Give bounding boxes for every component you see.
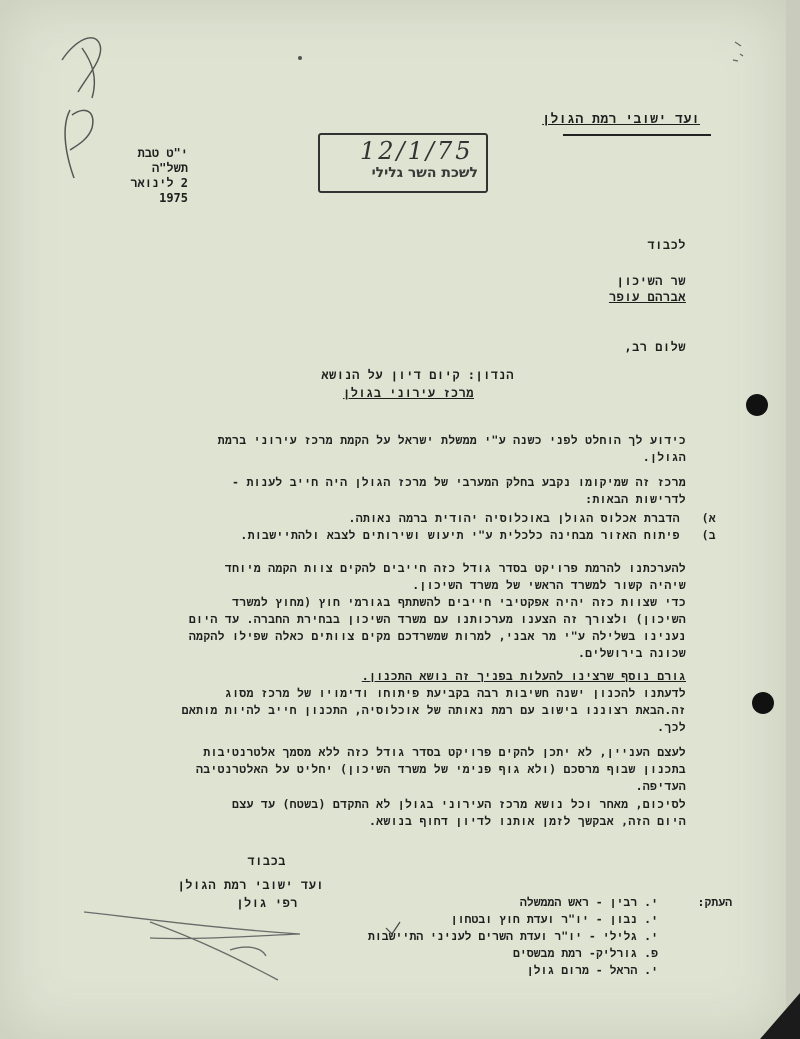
list-item: פ. גורליק- רמת מבשסים <box>512 946 658 960</box>
salutation-to: לכבוד <box>647 238 686 252</box>
text-line: זה.הבאת רצוננו בישוב עם רמת נאותה של אוכלוסיה, התכנון חייב להיות מותאם <box>181 703 686 717</box>
signer-name: רפי גולן <box>236 896 298 910</box>
stamp-date: 12/1/75 <box>360 137 474 165</box>
list-item: י. גלילי - יו"ר ועדת השרים לעניני התיישבות <box>367 929 658 943</box>
text-line: כידוע לך הוחלט לפני כשנה ע"י ממשלת ישראל על הקמת מרכז עירוני ברמת <box>217 433 686 447</box>
list-item: י. רבין - ראש הממשלה <box>519 895 658 909</box>
text-line: כדי שצוות כזה יהיה אפקטיבי חייבים להשתתף בגורמי חוץ (מחוץ למשרד <box>232 595 686 609</box>
subject-topic: מרכז עירוני בגולן <box>343 386 474 400</box>
list-item: י. נבון - יו"ר ועדת חוץ ובטחון <box>450 912 658 926</box>
closing-org: ועד ישובי רמת הגולן <box>177 878 324 892</box>
text-line: השיכון) ולצורך זה הצענו מערכותנו עם משרד השיכון בבחירת החברה. עד היום <box>188 612 686 626</box>
text-line: לכך. <box>657 720 686 734</box>
copies-items <box>368 894 658 979</box>
text-line: העדיפה. <box>635 779 686 793</box>
recipient-title: שר השיכון <box>616 274 686 288</box>
text-line: שכונה בירושלים. <box>577 646 686 660</box>
list-item: י. הראל - מרום גולן <box>526 963 658 977</box>
list-text: פיתוח האזור מבחינה כלכלית ע"י תיעוש ושירותים לצבא ולהתיישבות. <box>240 528 680 542</box>
text-line: הגולן. <box>642 450 686 464</box>
text-line: גורם נוסף שרצינו להעלות בפניך זה נושא התכנון. <box>361 669 686 683</box>
text-line: לדעתנו להכנון ישנה חשיבות רבה בקביעת פיתוחו ודימויו של מרכז מסוג <box>224 686 686 700</box>
text-line: לדרישות הבאות: <box>585 492 686 506</box>
text-line: שיהיה קשור למשרד הראשי של משרד השיכון. <box>412 578 686 592</box>
text-line: היום הזה, אבקשך לזמן אותנו לדיון דחוף בנושא. <box>368 814 686 828</box>
text-line: נענינו בשלילה ע"י מר אבני, למרות שמשרדכם מקים צוותים כאלה שפילו להקמה <box>188 629 686 643</box>
letterhead-org-name: ועד ישובי רמת הגולן <box>542 112 700 127</box>
text-line: לסיכום, מאחר וכל נושא מרכז העירוני בגולן לא התקדם (בשטח) עד עצם <box>232 797 686 811</box>
hebrew-date: י"ט טבת תשל"ה <box>137 146 188 175</box>
subject-line: הנדון: קיום דיון על הנושא <box>321 368 514 382</box>
list-text: הדברת אכלוס הגולן באוכלוסיה יהודית ברמה נאותה. <box>348 511 680 525</box>
text-line: לעצם העניין, לא יתכן להקים פרויקט בסדר גודל כזה ללא מסמך אלטרנטיבות <box>203 745 686 759</box>
copies-label: העתק: <box>697 895 732 909</box>
list-marker: א) <box>701 511 716 525</box>
text-line: בתכנון שבוף מרסכם (ולא גוף פנימי של משרד השיכון) יחליט על האלטרנטיבה <box>196 762 686 776</box>
list-marker: ב) <box>701 528 716 542</box>
closing-respect: בכבוד <box>247 854 286 868</box>
gregorian-date: 2 לינואר 1975 <box>130 176 188 205</box>
greeting: שלום רב, <box>624 340 686 354</box>
text-line: להערכתנו להרמת פרויקט בסדר גודל כזה חייבים להקים צוות הקמה מיוחד <box>224 561 686 575</box>
recipient-name: אברהם עופר <box>608 290 686 304</box>
stamp-office: לשכת השר גלילי <box>371 165 478 181</box>
text-line: מרכז זה שמיקומו נקבע בחלק המערבי של מרכז הגולן היה חייב לענות - <box>232 475 686 489</box>
